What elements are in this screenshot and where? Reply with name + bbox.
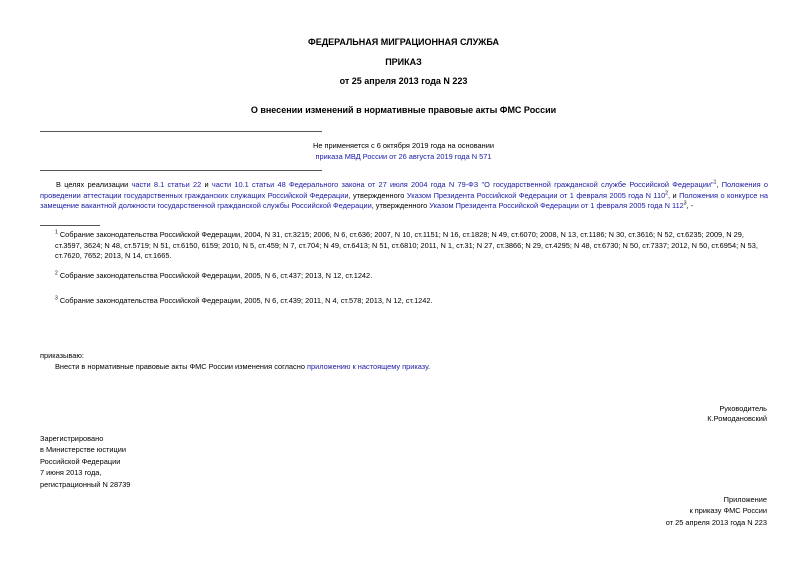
doc-type: ПРИКАЗ (385, 57, 422, 67)
order-word: приказываю: (40, 351, 84, 360)
appendix-line: от 25 апреля 2013 года N 223 (665, 517, 767, 527)
agency-title: ФЕДЕРАЛЬНАЯ МИГРАЦИОННАЯ СЛУЖБА (308, 37, 499, 47)
preamble: В целях реализации части 8.1 статьи 22 и части 10.1 статьи 48 Федерального закона от 27 июля 2004 года N 79-ФЗ "О государственной гражданской службе Российской Федерации"$^1$, Положения о проведении аттестации государственных гражданских служащих Российской Федерации, утвержденного Указом Президента Российской Федерации от 1 февраля 2005 года N $110^2$, и Положения о конкурсе на замещение вакантной должности государственной гражданской службы Российской Федерации, утвержденного Указом Президента Российской Федерации от 1 февраля 2005 года N $112^3$, - (40, 179, 769, 211)
order-text: Внести в нормативные правовые акты ФМС России изменения согласно приложению к настоящему приказу. (55, 362, 431, 371)
notice-link[interactable]: приказа МВД России от 26 августа 2019 года N 571 (315, 152, 492, 161)
link-decree-112[interactable]: Указом Президента Российской Федерации от 1 февраля 2005 года N 112 (429, 201, 684, 211)
appendix-line: к приказу ФМС России (689, 506, 767, 516)
signature-name: К.Ромодановский (707, 414, 767, 423)
footnote-ref-2[interactable]: 2 (665, 190, 668, 197)
registration-line: регистрационный N 28739 (40, 479, 131, 489)
link-competition-regulation[interactable]: Положения о конкурсе на замещение вакантной должности государственной гражданской службы Российской Федерации (40, 190, 769, 211)
footnote-3: $^3$ Собрание законодательства Российской Федерации, 2005, N 6, ст.439; 2011, N 4, ст.578; 2013, N 12, ст.1242. (55, 295, 433, 305)
link-part-10-1-art-48-law-79fz[interactable]: части 10.1 статьи 48 Федерального закона от 27 июля 2004 года N 79-ФЗ "О государственной гражданской службе Российской Федерации" (211, 180, 714, 189)
link-appendix[interactable]: приложению к настоящему приказу (306, 362, 429, 371)
registration-line: Зарегистрировано (40, 434, 104, 443)
divider-top (40, 131, 322, 132)
footnote-1: $^1$ Собрание законодательства Российской Федерации, 2004, N 31, ст.3215; 2006, N 6, ст.636; 2007, N 10, ст.1151; N 16, ст.1828; N 49, ст.6070; 2008, N 13, ст.1186; N 30, ст.3616; N 52, ст.6235; 2009, N 29, ст.3597, 3624; N 48, ст.5719; N 51, ст.6150, 6159; 2010, N 5, ст.459; N 7, ст.704; N 49, ст.6413; N 51, ст.6810; 2011, N 1, ст.31; N 27, ст.3866; N 29, ст.4295; N 48, ст.6730; N 50, ст.7337; 2012, N 50, ст.6954; N 53, ст.7620, 7652; 2013, N 14, ст.1665. (55, 229, 758, 261)
footnote-ref-1[interactable]: 1 (713, 179, 717, 186)
footnote-ref-3[interactable]: 3 (683, 201, 687, 207)
link-decree-110[interactable]: Указом Президента Российской Федерации от 1 февраля 2005 года N 110 (406, 190, 666, 200)
notice-line: Не применяется с 6 октября 2019 года на основании (313, 141, 494, 150)
footnote-2: $^2$ Собрание законодательства Российской Федерации, 2005, N 6, ст.437; 2013, N 12, ст.1242. (55, 270, 373, 280)
link-part-8-1-art-22[interactable]: части 8.1 статьи 22 (131, 180, 202, 189)
doc-subject: О внесении изменений в нормативные правовые акты ФМС России (250, 105, 557, 115)
appendix-block (666, 494, 767, 528)
registration-block (40, 433, 130, 490)
registration-line: 7 июня 2013 года, (40, 468, 102, 478)
divider-bottom (40, 170, 322, 171)
doc-date-number: от 25 апреля 2013 года N 223 (339, 76, 468, 86)
registration-line: в Министерстве юстиции (40, 445, 127, 455)
link-attestation-regulation[interactable]: Положения о проведении аттестации государственных гражданских служащих Российской Федерации (40, 180, 769, 200)
signature-role: Руководитель (719, 404, 767, 413)
footnote-divider (40, 225, 100, 226)
appendix-line: Приложение (723, 495, 767, 504)
registration-line: Российской Федерации (40, 456, 121, 466)
